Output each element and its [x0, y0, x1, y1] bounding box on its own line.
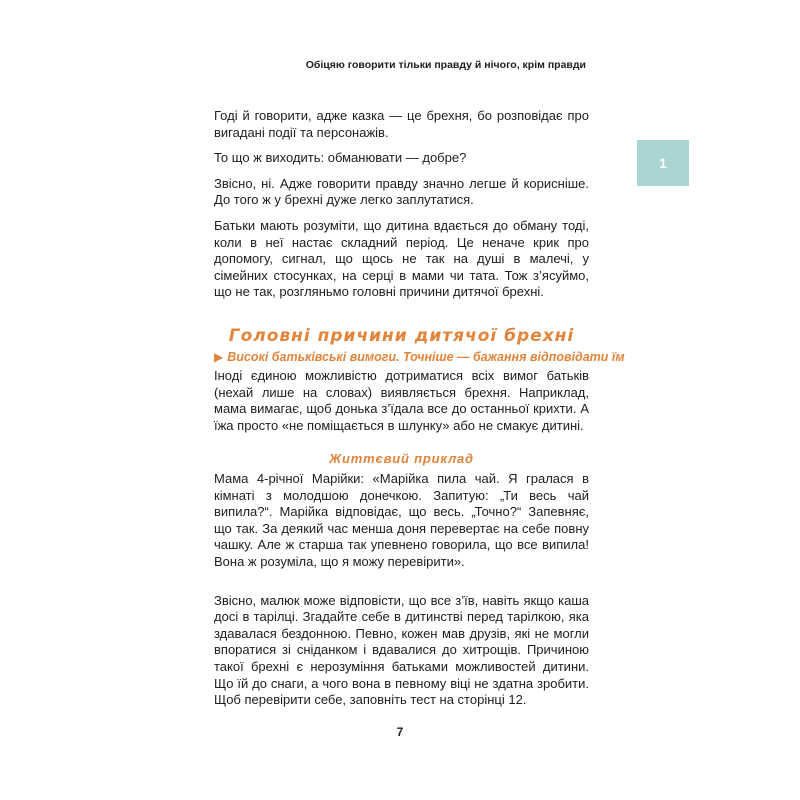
- paragraph: Звісно, ні. Адже говорити правду значно легше й корисніше. До того ж у брехні дуже легко заплутатися.: [214, 175, 589, 208]
- paragraph: То що ж виходить: обманювати — добре?: [214, 150, 467, 166]
- spacer: [214, 580, 589, 593]
- section-title: Головні причини дитячої брехні: [228, 325, 575, 346]
- paragraph: Іноді єдиною можливістю дотриматися всіх вимог батьків (нехай лише на словах) виявляється брехня. Наприклад, мама вимагає, щоб донька з’їдала все до останньої крихти. А їжа просто «не поміщається в шлунку» або не смакує дитині.: [214, 368, 589, 433]
- paragraph: Годі й говорити, адже казка — це брехня, бо розповідає про вигадані події та персонажів.: [214, 108, 589, 140]
- page-number: 7: [396, 725, 404, 739]
- example-subtitle: Життєвий приклад: [329, 450, 474, 466]
- paragraph: Батьки мають розуміти, що дитина вдається до обману тоді, коли в неї настає складний період. Це неначе крик про допомогу, сигнал, що щось не так на душі в малечі, у сімейних стосунках, на серці в мами чи тата. Тож з’ясуймо, що не так, розгляньмо головні причини дитячої брехні.: [214, 217, 589, 300]
- chapter-tab: 1: [637, 140, 689, 186]
- bullet-heading-text: Високі батьківські вимоги. Точніше — бажання відповідати їм: [227, 349, 625, 364]
- bullet-heading: [214, 349, 625, 366]
- example-paragraph: Мама 4-річної Марійки: «Марійка пила чай. Я гралася в кімнаті з молодшою донечкою. Запитую: „Ти весь чай випила?“. Марійка відповідає, що весь. „Точно?“ Запевняє, що так. За деякий час менша доня перевертає на себе повну чашку. Але ж старша так упевнено говорила, що все випила! Вона ж розуміла, що я можу перевірити».: [214, 471, 589, 570]
- running-head: Обіцяю говорити тільки правду й нічого, крім правди: [305, 59, 586, 71]
- triangle-bullet-icon: ▶: [214, 349, 224, 364]
- text-column: [214, 108, 625, 718]
- paragraph: Звісно, малюк може відповісти, що все з’їв, навіть якщо каша досі в тарілці. Згадайте себе в дитинстві перед тарілкою, яка здавалася бездонною. Певно, кожен мав друзів, які не могли впоратися зі сніданком і вдавалися до хитрощів. Причиною такої брехні є нерозуміння батьками можливостей дитини. Що їй до снаги, а чого вона в певному віці не здатна зробити. Щоб перевірити себе, заповніть тест на сторінці 12.: [214, 592, 589, 708]
